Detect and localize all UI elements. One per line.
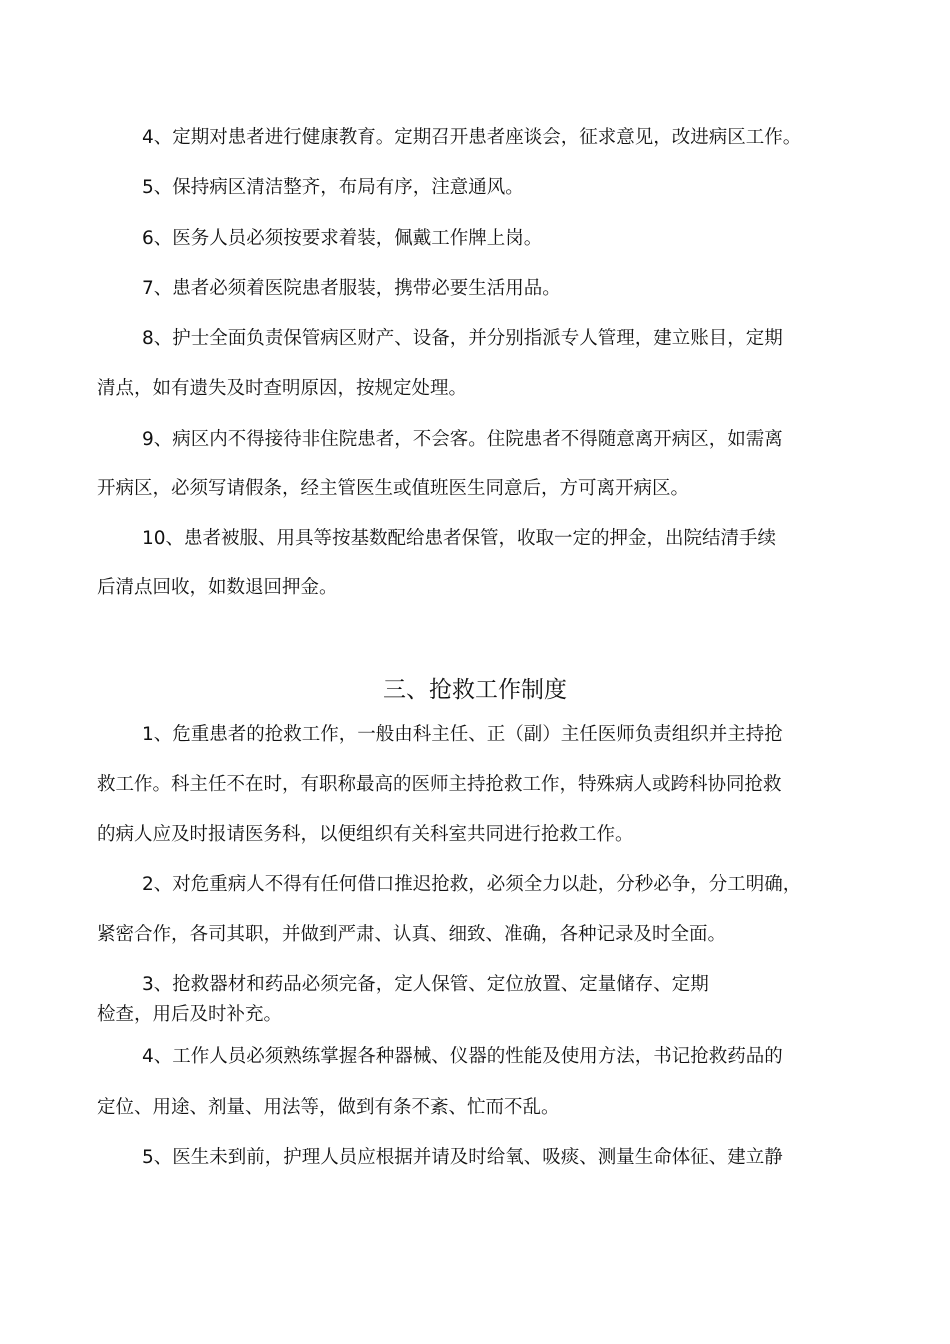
rescue-item-5-line-1: 5、医生未到前，护理人员应根据并请及时给氧、吸痰、测量生命体征、建立静 <box>142 1147 783 1168</box>
rescue-item-4-line-2: 定位、用途、剂量、用法等，做到有条不紊、忙而不乱。 <box>97 1097 560 1118</box>
rule-item-9-line-2: 开病区，必须写请假条，经主管医生或值班医生同意后，方可离开病区。 <box>97 478 690 499</box>
rule-item-9-line-1: 9、病区内不得接待非住院患者，不会客。住院患者不得随意离开病区，如需离 <box>142 429 783 450</box>
rule-item-7: 7、患者必须着医院患者服装，携带必要生活用品。 <box>142 278 561 299</box>
rescue-item-2-line-1: 2、对危重病人不得有任何借口推迟抢救，必须全力以赴，分秒必争，分工明确， <box>142 874 802 895</box>
rule-item-8-line-2: 清点，如有遗失及时查明原因，按规定处理。 <box>97 378 468 399</box>
rescue-item-1-line-1: 1、危重患者的抢救工作，一般由科主任、正（副）主任医师负责组织并主持抢 <box>142 724 783 745</box>
rule-item-5: 5、保持病区清洁整齐，布局有序，注意通风。 <box>142 177 524 198</box>
rescue-item-1-line-2: 救工作。科主任不在时，有职称最高的医师主持抢救工作，特殊病人或跨科协同抢救 <box>97 774 782 795</box>
rescue-item-2-line-2: 紧密合作，各司其职，并做到严肃、认真、细致、准确，各种记录及时全面。 <box>97 924 727 945</box>
rule-item-6: 6、医务人员必须按要求着装，佩戴工作牌上岗。 <box>142 228 543 249</box>
rescue-item-4-line-1: 4、工作人员必须熟练掌握各种器械、仪器的性能及使用方法，书记抢救药品的 <box>142 1046 783 1067</box>
rule-item-8-line-1: 8、护士全面负责保管病区财产、设备，并分别指派专人管理，建立账目，定期 <box>142 328 783 349</box>
rescue-item-3-line-1: 3、抢救器材和药品必须完备，定人保管、定位放置、定量储存、定期 <box>142 974 709 995</box>
rescue-item-1-line-3: 的病人应及时报请医务科，以便组织有关科室共同进行抢救工作。 <box>97 824 634 845</box>
rule-item-10-line-2: 后清点回收，如数退回押金。 <box>97 577 338 598</box>
rule-item-10-line-1: 10、患者被服、用具等按基数配给患者保管，收取一定的押金，出院结清手续 <box>142 528 777 549</box>
rule-item-4: 4、定期对患者进行健康教育。定期召开患者座谈会，征求意见，改进病区工作。 <box>142 127 802 148</box>
rescue-item-3-line-2: 检查，用后及时补充。 <box>97 1004 283 1025</box>
section-heading: 三、抢救工作制度 <box>383 677 567 703</box>
